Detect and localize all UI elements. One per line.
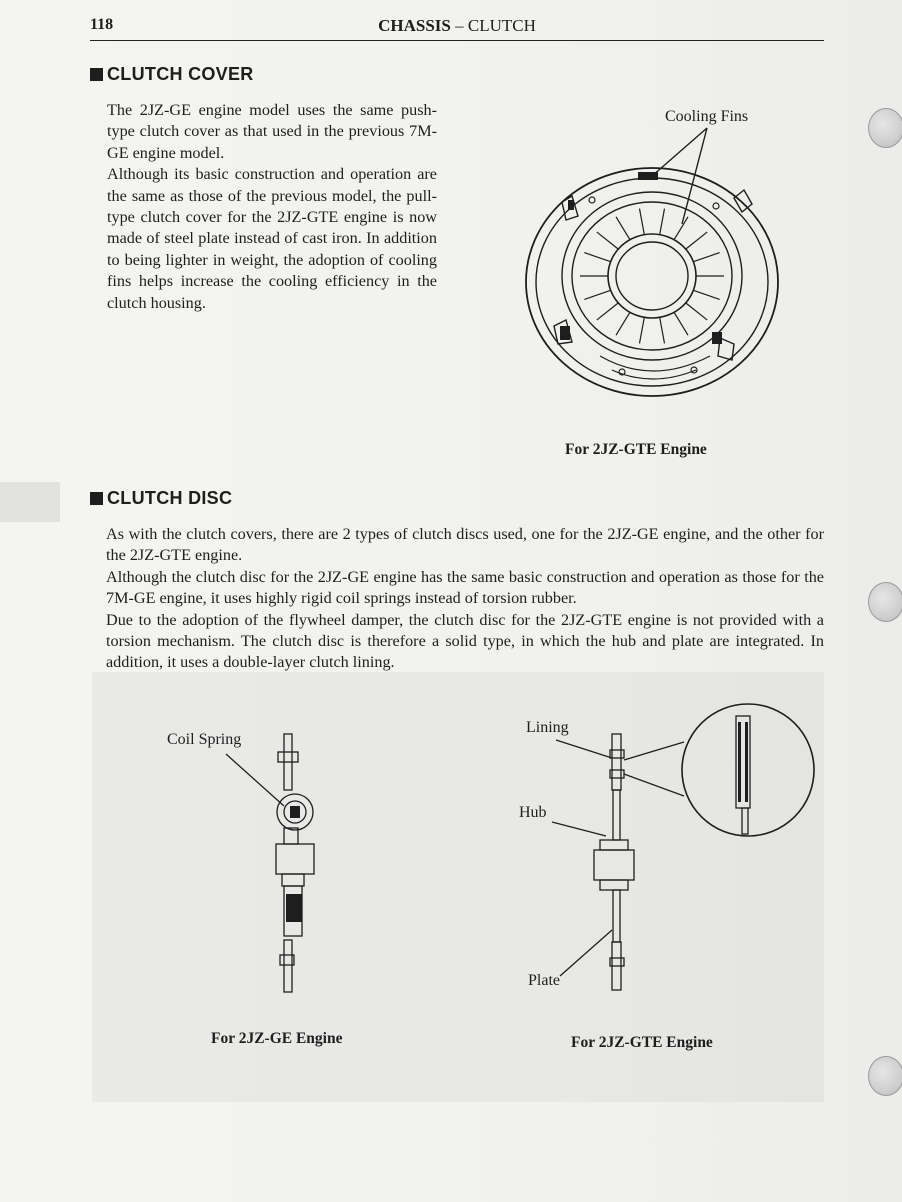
plate-label: Plate	[528, 972, 560, 989]
page-header	[90, 14, 824, 41]
lining-label: Lining	[526, 719, 569, 736]
ge-figure-caption: For 2JZ-GE Engine	[211, 1030, 343, 1047]
cooling-fins-label: Cooling Fins	[665, 108, 749, 125]
heading-bullet-icon	[90, 68, 103, 81]
running-title-bold: CHASSIS	[378, 16, 451, 35]
hub-label: Hub	[519, 804, 547, 821]
clutch-disc-paragraph-2: Although the clutch disc for the 2JZ-GE engine has the same basic construction and operation as those for the 7M-GE engine, it uses highly rigid coil springs instead of torsion rubber.	[106, 567, 824, 608]
clutch-disc-paragraph-1: As with the clutch covers, there are 2 types of clutch discs used, one for the 2JZ-GE engine, and the other for the 2JZ-GTE engine.	[106, 525, 824, 565]
running-title-rest: – CLUTCH	[450, 16, 536, 35]
clutch-disc-heading-text: CLUTCH DISC	[107, 488, 233, 508]
binder-hole-middle	[868, 582, 902, 622]
cover-figure-caption: For 2JZ-GTE Engine	[565, 441, 707, 458]
coil-spring-label: Coil Spring	[167, 731, 242, 748]
heading-bullet-icon	[90, 492, 103, 505]
binder-hole-top	[868, 108, 902, 148]
clutch-disc-text	[106, 524, 824, 674]
clutch-disc-heading	[90, 488, 232, 509]
bleed-through-edge	[0, 482, 60, 522]
running-title	[90, 16, 824, 36]
gte-figure-caption: For 2JZ-GTE Engine	[571, 1034, 713, 1051]
clutch-cover-text	[107, 100, 437, 314]
clutch-cover-heading-text: CLUTCH COVER	[107, 64, 254, 84]
binder-hole-bottom	[868, 1056, 902, 1096]
clutch-cover-heading	[90, 64, 254, 85]
page-number: 118	[90, 16, 114, 33]
clutch-disc-paragraph-3: Due to the adoption of the flywheel damper, the clutch disc for the 2JZ-GTE engine is not provided with a torsion mechanism. The clutch disc is therefore a solid type, in which the hub and plate are integrated. In addition, it uses a double-layer clutch lining.	[106, 610, 824, 672]
clutch-cover-paragraph-1: The 2JZ-GE engine model uses the same push-type clutch cover as that used in the previous 7M-GE engine model.	[107, 101, 437, 162]
clutch-cover-paragraph-2: Although its basic construction and operation are the same as those of the previous model, the pull-type clutch cover for the 2JZ-GTE engine is now made of steel plate instead of cast iron. In addition to being lighter in weight, the adoption of cooling fins helps increase the cooling efficiency in the clutch housing.	[107, 165, 437, 312]
